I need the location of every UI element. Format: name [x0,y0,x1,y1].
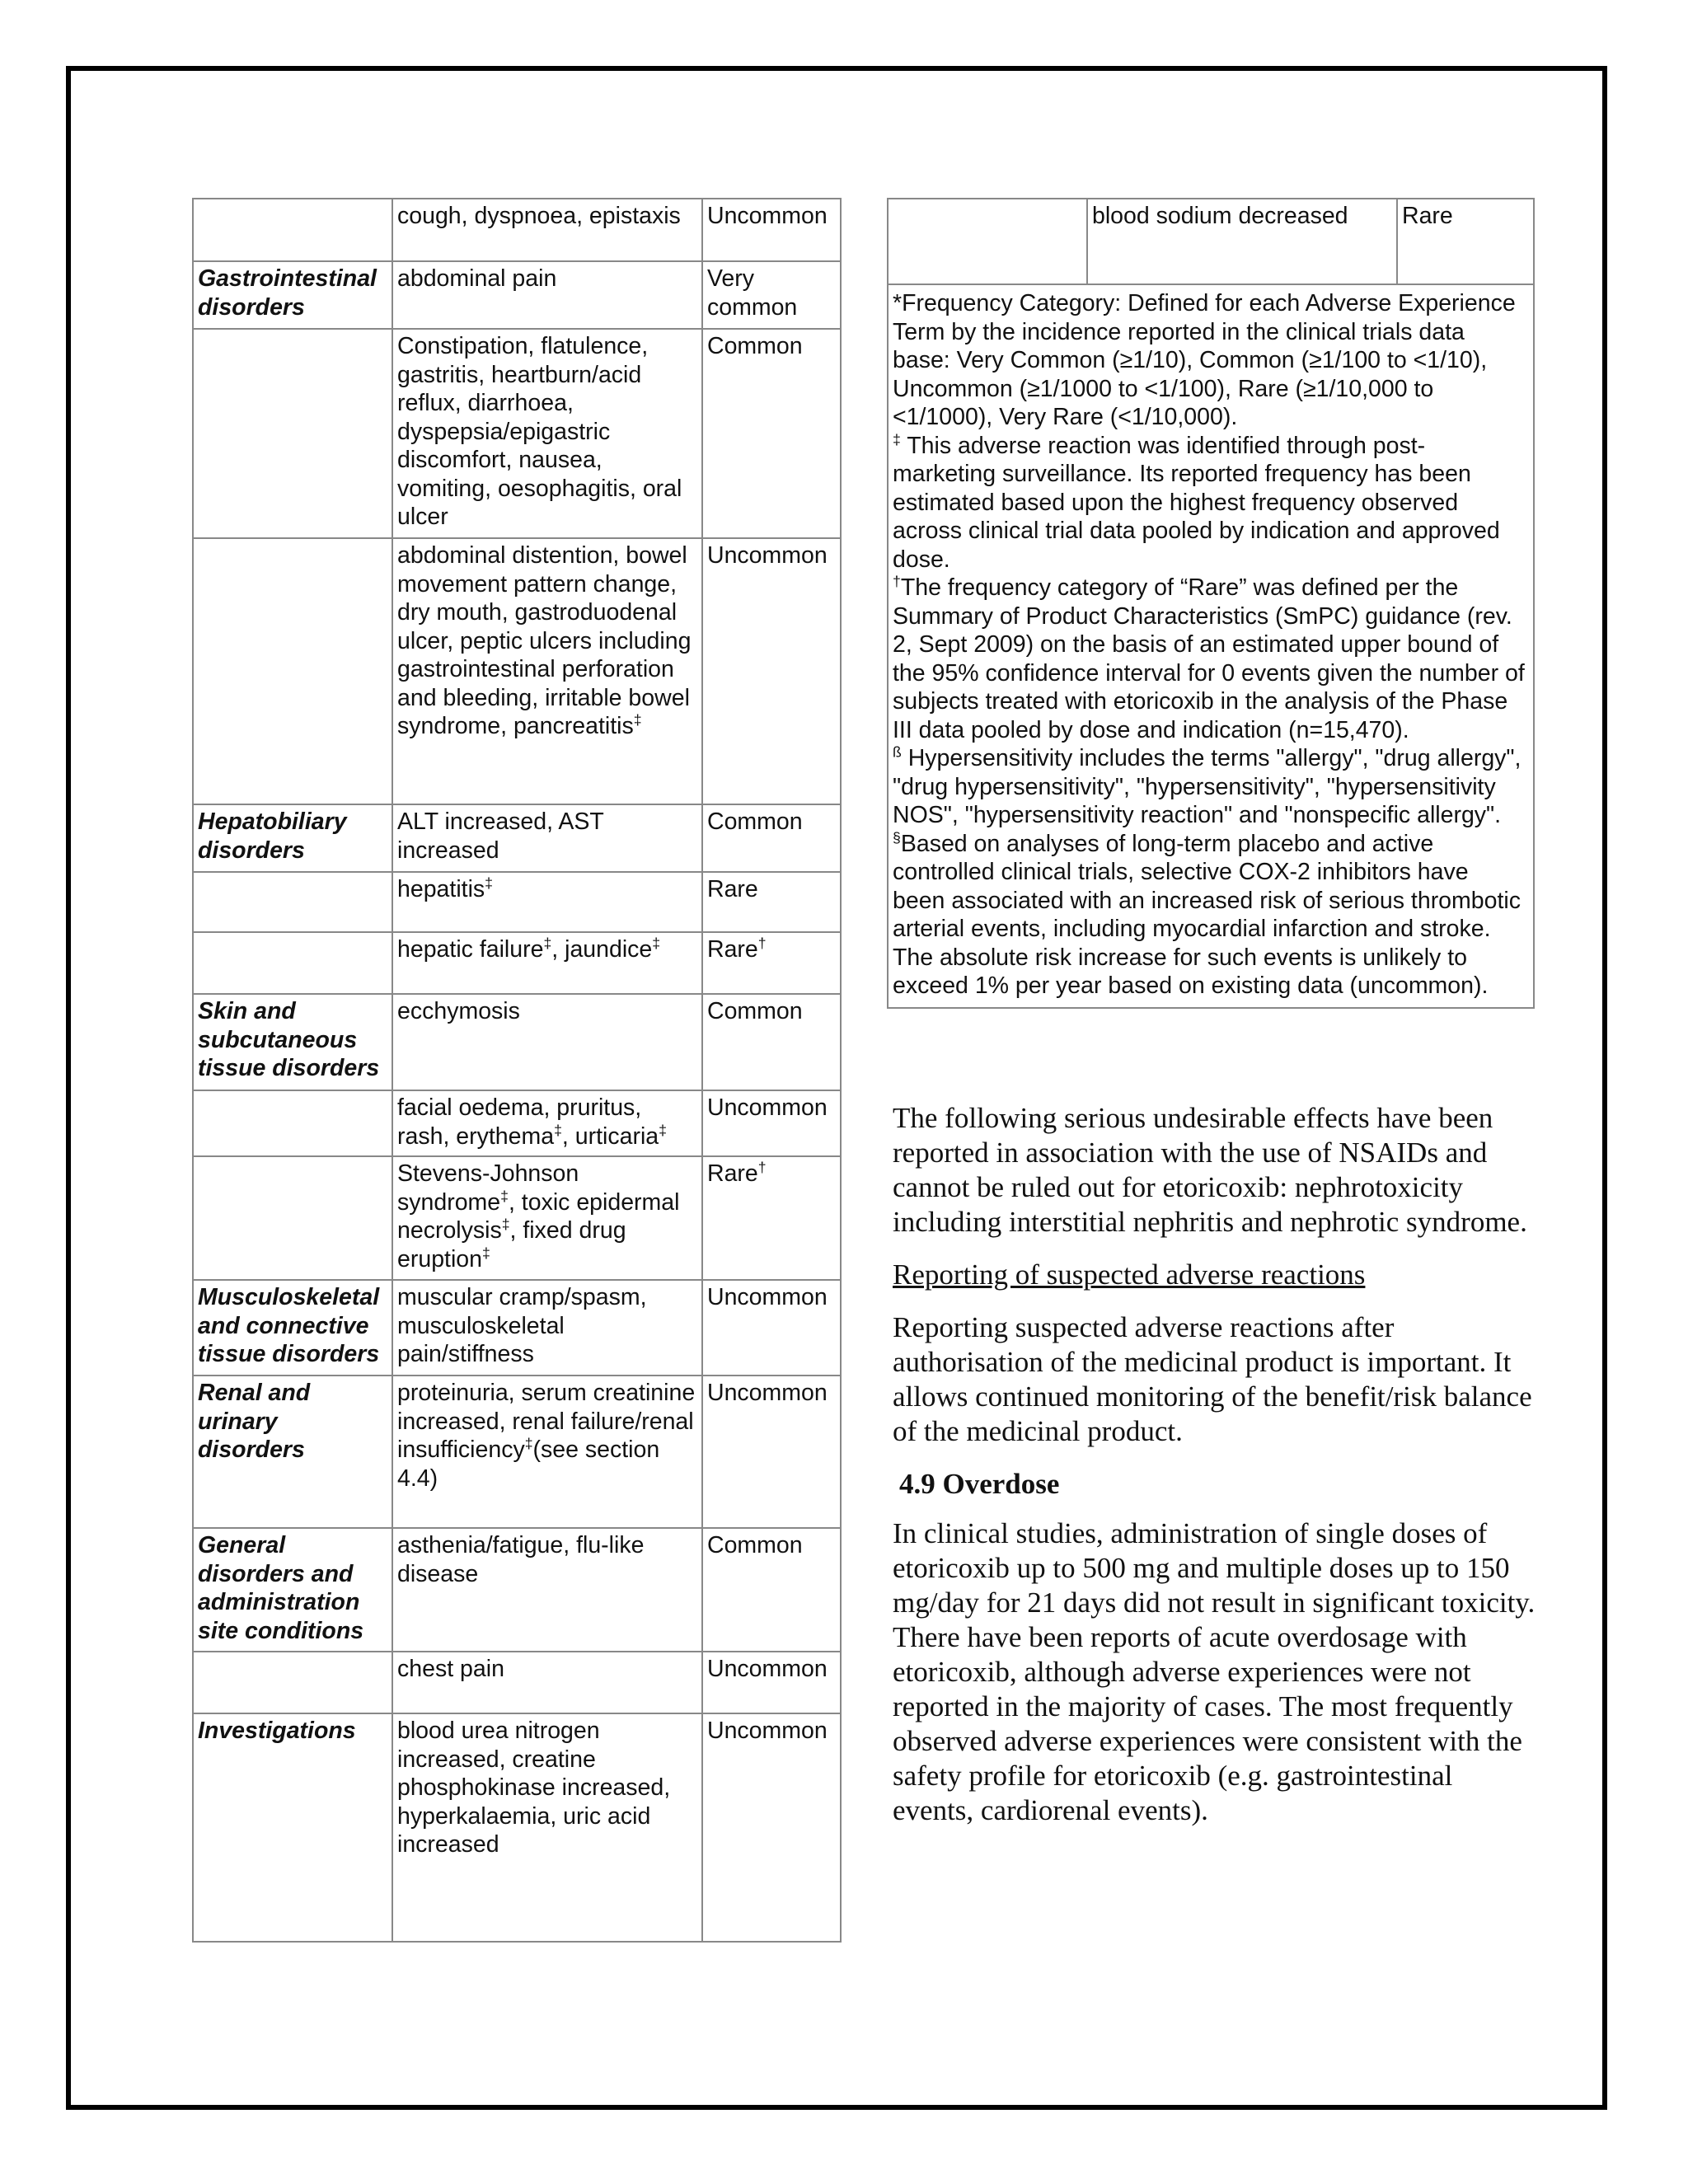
frequency-cell: Uncommon [702,1090,841,1156]
footnote-dagger [893,574,1525,744]
adverse-reactions-table-continued [887,198,1535,1009]
double-dagger-mark: ‡ [524,1435,533,1452]
frequency-cell [702,1156,841,1280]
soc-cell [888,199,1087,284]
double-dagger-mark: ‡ [500,1188,509,1204]
frequency-cell: Common [702,1528,841,1652]
term-text: facial oedema, pruritus, rash, erythema [397,1094,642,1150]
dagger-mark: † [757,1159,767,1176]
double-dagger-mark: ‡ [485,874,493,892]
soc-cell [193,932,392,994]
table-row [193,804,841,872]
section-mark: § [893,829,901,846]
paragraph-nsaid-effects: The following serious undesirable effects have been reported in association with the use of NSAIDs and cannot be ruled out for etoricoxib: nephrotoxicity including interstitial nephritis and nephrotic syndrome. [893,1102,1527,1238]
table-row [193,1713,841,1942]
soc-cell [193,872,392,932]
term-text: , toxic epidermal necrolysis [397,1188,680,1244]
reporting-heading: Reporting of suspected adverse reactions [893,1258,1366,1291]
frequency-cell: Common [702,994,841,1090]
footnote-text: This adverse reaction was identified through post-marketing surveillance. Its reported frequency has been estimated based upon the highest frequency observed across clinical trial data pooled by indication and approved dose. [893,432,1500,573]
frequency-cell: Uncommon [702,538,841,804]
soc-cell [193,538,392,804]
term-cell [392,1376,702,1528]
soc-cell: Gastrointestinal disorders [193,261,392,329]
eszett-mark: ß [893,743,902,761]
double-dagger-mark: ‡ [659,1122,667,1138]
paragraph-overdose: In clinical studies, administration of single doses of etoricoxib up to 500 mg and multiple doses up to 150 mg/day for 21 days did not result in significant toxicity. There have been reports of acute overdosage with etoricoxib, although adverse experiences were not reported in the majority of cases. The most frequently observed adverse experiences were consistent with the safety profile for etoricoxib (e.g. gastrointestinal events, cardiorenal events). [893,1517,1536,1826]
term-cell: blood sodium decreased [1087,199,1397,284]
footnotes-cell [888,284,1534,1008]
table-row [193,261,841,329]
soc-cell [193,1090,392,1156]
soc-cell [193,1156,392,1280]
footnote-text: Based on analyses of long-term placebo and active controlled clinical trials, selective COX-2 inhibitors have been associated with an increased risk of serious thrombotic arterial events, including myocardial infarction and stroke. The absolute risk increase for such events is unlikely to exceed 1% per year based on existing data (uncommon). [893,830,1521,999]
soc-cell: Skin and subcutaneous tissue disorders [193,994,392,1090]
term-cell: ecchymosis [392,994,702,1090]
dagger-mark: † [893,573,901,590]
term-cell [392,1156,702,1280]
term-cell [392,538,702,804]
double-dagger-mark: ‡ [893,431,901,448]
table-row [193,994,841,1090]
term-cell [392,1090,702,1156]
double-dagger-mark: ‡ [652,935,661,952]
footnote-double-dagger [893,432,1525,574]
frequency-cell: Uncommon [702,1376,841,1528]
table-row [193,1376,841,1528]
term-text: (see section 4.4) [397,1436,660,1492]
dagger-mark: † [757,935,767,952]
term-text: hepatic failure [397,936,544,963]
term-cell: muscular cramp/spasm, musculoskeletal pain/stiffness [392,1280,702,1376]
double-dagger-mark: ‡ [554,1122,562,1138]
table-row [193,1280,841,1376]
double-dagger-mark: ‡ [633,711,642,729]
table-row [193,1156,841,1280]
table-row [193,538,841,804]
table-row [193,872,841,932]
paragraph-reporting: Reporting suspected adverse reactions after authorisation of the medicinal product is important. It allows continued monitoring of the benefit/risk balance of the medicinal product. [893,1311,1532,1447]
body-text [893,1101,1536,1846]
soc-cell: Musculoskeletal and connective tissue disorders [193,1280,392,1376]
footnote-section [893,830,1525,1001]
soc-cell [193,199,392,261]
frequency-text: Rare [707,1160,758,1187]
frequency-text: Rare [707,936,758,963]
double-dagger-mark: ‡ [501,1216,510,1233]
term-text: , jaundice [551,936,653,963]
frequency-cell: Uncommon [702,1652,841,1713]
frequency-cell: Rare [1397,199,1534,284]
soc-cell: Investigations [193,1713,392,1942]
double-dagger-mark: ‡ [482,1244,490,1261]
adverse-reactions-table [192,198,842,1943]
soc-cell: General disorders and administration site conditions [193,1528,392,1652]
table-row [193,1528,841,1652]
table-row [888,199,1534,284]
term-cell: chest pain [392,1652,702,1713]
term-text: abdominal distention, bowel movement pattern change, dry mouth, gastroduodenal ulcer, peptic ulcers including gastrointestinal perforation and bleeding, irritable bowel syndrome, pancreatitis [397,542,692,739]
term-cell: cough, dyspnoea, epistaxis [392,199,702,261]
term-cell: Constipation, flatulence, gastritis, heartburn/acid reflux, diarrhoea, dyspepsia/epigastric discomfort, nausea, vomiting, oesophagitis, oral ulcer [392,329,702,538]
frequency-cell: Uncommon [702,1713,841,1942]
table-row [193,329,841,538]
soc-cell: Hepatobiliary disorders [193,804,392,872]
term-text: , fixed drug eruption [397,1217,626,1272]
soc-cell [193,1652,392,1713]
section-heading-overdose: 4.9 Overdose [899,1468,1060,1500]
term-text: Stevens-Johnson syndrome [397,1160,579,1216]
frequency-cell: Uncommon [702,199,841,261]
table-row [193,1090,841,1156]
footnote-text: Hypersensitivity includes the terms "allergy", "drug allergy", "drug hypersensitivity", "hypersensitivity", "hypersensitivity NOS", "hypersensitivity reaction" and "nonspecific allergy". [893,745,1522,828]
term-cell: asthenia/fatigue, flu-like disease [392,1528,702,1652]
table-row [193,199,841,261]
frequency-cell: Common [702,804,841,872]
term-cell: abdominal pain [392,261,702,329]
footnote-text: The frequency category of “Rare” was defined per the Summary of Product Characteristics (SmPC) guidance (rev. 2, Sept 2009) on the basis of an estimated upper bound of the 95% confidence interval for 0 events given the number of subjects treated with etoricoxib in the analysis of the Phase III data pooled by dose and indication (n=15,470). [893,574,1525,743]
table-row [193,1652,841,1713]
frequency-cell: Very common [702,261,841,329]
table-row [193,932,841,994]
frequency-cell [702,932,841,994]
footnote-frequency-category: *Frequency Category: Defined for each Adverse Experience Term by the incidence reported in the clinical trials data base: Very Common (≥1/10), Common (≥1/100 to <1/10), Uncommon (≥1/1000 to <1/100), Rare (≥1/10,000 to <1/1000), Very Rare (<1/10,000). [893,290,1516,430]
term-cell: ALT increased, AST increased [392,804,702,872]
footnotes-row [888,284,1534,1008]
soc-cell [193,329,392,538]
term-cell: blood urea nitrogen increased, creatine phosphokinase increased, hyperkalaemia, uric acid increased [392,1713,702,1942]
double-dagger-mark: ‡ [543,935,552,952]
footnote-eszett [893,744,1525,830]
term-cell [392,932,702,994]
term-text: proteinuria, serum creatinine increased, renal failure/renal insufficiency [397,1380,696,1463]
frequency-cell: Common [702,329,841,538]
term-cell [392,872,702,932]
soc-cell: Renal and urinary disorders [193,1376,392,1528]
term-text: hepatitis [397,876,485,902]
frequency-cell: Rare [702,872,841,932]
frequency-cell: Uncommon [702,1280,841,1376]
term-text: , urticaria [561,1122,659,1150]
